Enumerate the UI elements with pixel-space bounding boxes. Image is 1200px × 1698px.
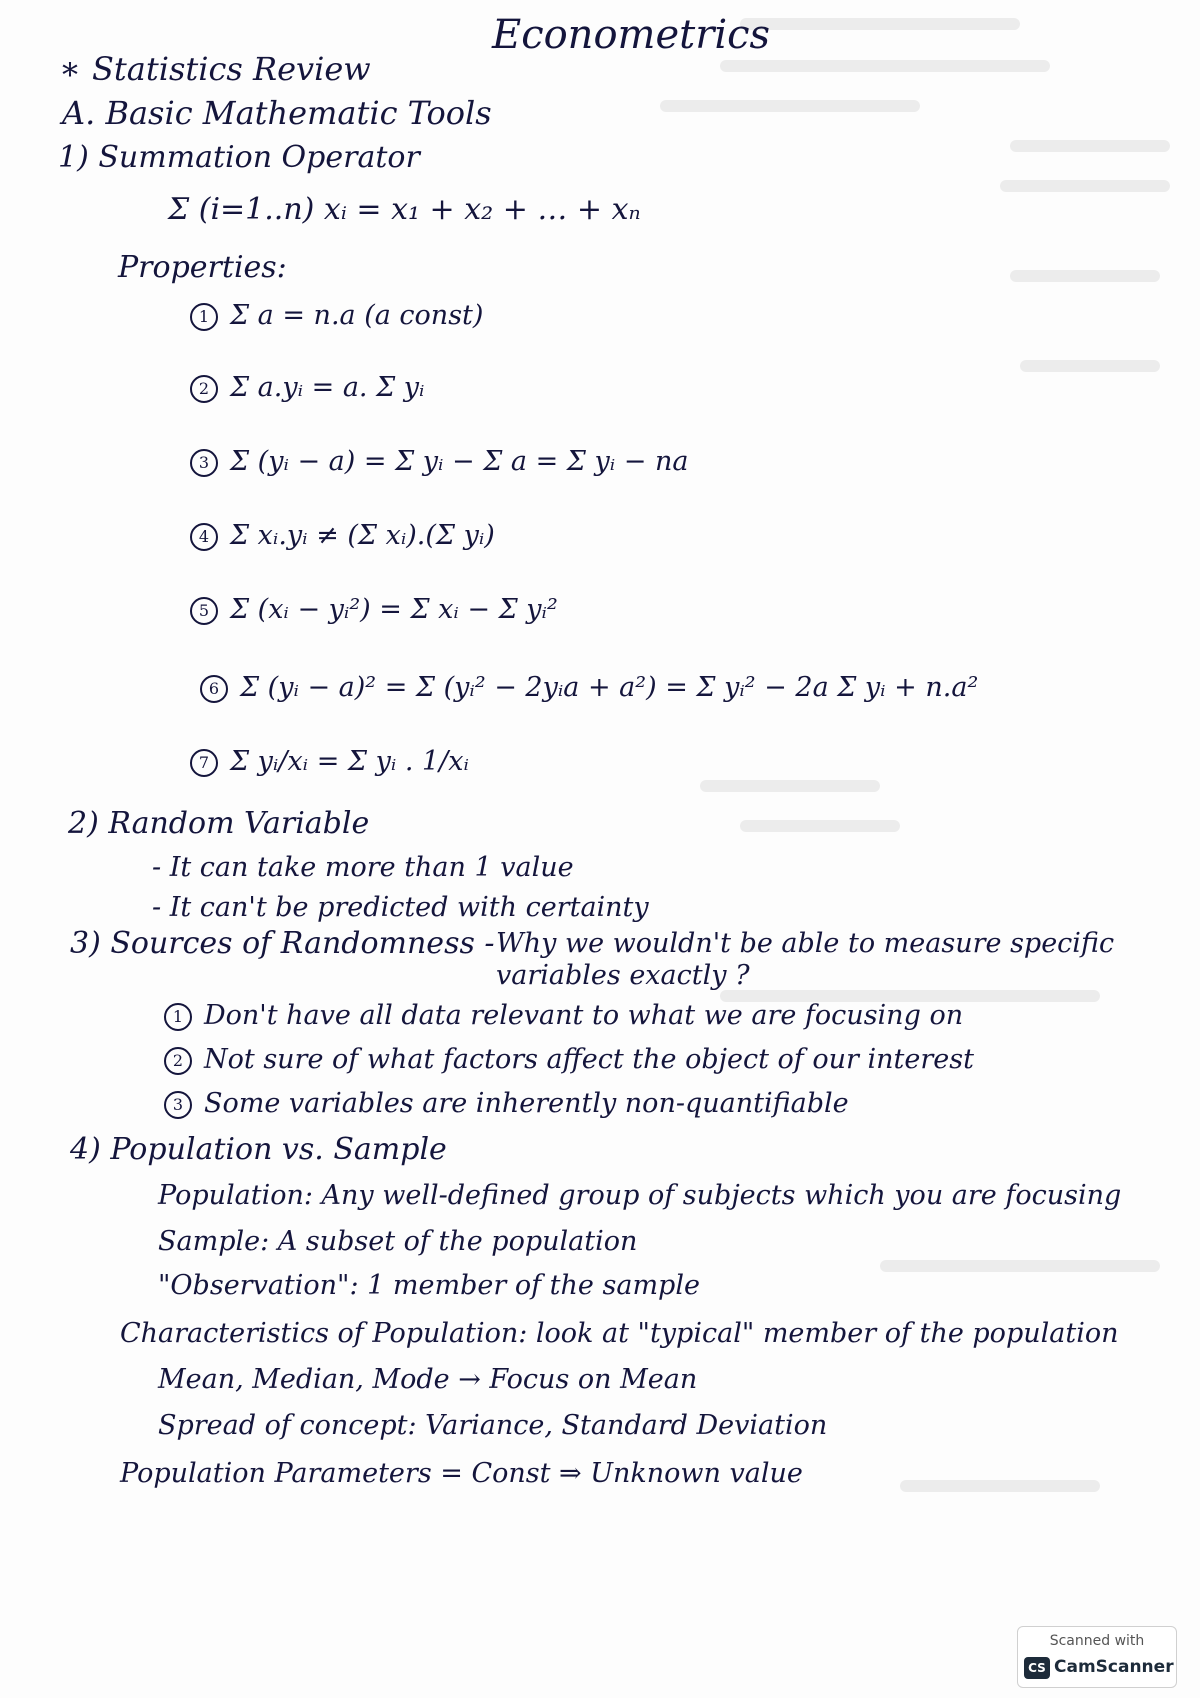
randomness-heading: 3) Sources of Randomness - [70, 926, 495, 961]
randomness-question-cont: variables exactly ? [496, 960, 750, 991]
random-variable-point: - It can't be predicted with certainty [152, 892, 649, 923]
bullet-marker: * [62, 56, 78, 94]
watermark-caption: Scanned with [1049, 1633, 1145, 1649]
population-line: Spread of concept: Variance, Standard Deviation [158, 1410, 828, 1441]
page-title: Econometrics [492, 12, 771, 58]
population-line: Sample: A subset of the population [158, 1226, 638, 1257]
property-text: Σ yᵢ/xᵢ = Σ yᵢ . 1/xᵢ [230, 746, 469, 777]
item-text: Not sure of what factors affect the object of our interest [204, 1044, 974, 1075]
property-text: Σ (xᵢ − yᵢ²) = Σ xᵢ − Σ yᵢ² [230, 594, 558, 625]
population-line: Mean, Median, Mode → Focus on Mean [158, 1364, 698, 1395]
section-heading: Statistics Review [92, 50, 371, 88]
property-6 [200, 672, 978, 703]
item-text: Don't have all data relevant to what we are focusing on [204, 1000, 964, 1031]
camscanner-logo-icon: CS [1024, 1657, 1050, 1679]
item-number: 2 [164, 1047, 192, 1075]
randomness-item-3 [164, 1088, 849, 1119]
property-text: Σ a.yᵢ = a. Σ yᵢ [230, 372, 425, 403]
randomness-question: Why we wouldn't be able to measure specific [496, 928, 1115, 959]
property-7 [190, 746, 469, 777]
property-number: 7 [190, 749, 218, 777]
property-number: 5 [190, 597, 218, 625]
property-number: 1 [190, 303, 218, 331]
property-number: 2 [190, 375, 218, 403]
property-number: 4 [190, 523, 218, 551]
random-variable-point: - It can take more than 1 value [152, 852, 574, 883]
item-number: 3 [164, 1091, 192, 1119]
item-text: Some variables are inherently non-quantifiable [204, 1088, 849, 1119]
randomness-item-2 [164, 1044, 974, 1075]
randomness-item-1 [164, 1000, 963, 1031]
property-text: Σ a = n.a (a const) [230, 300, 484, 331]
population-line: Characteristics of Population: look at "typical" member of the population [120, 1318, 1119, 1349]
summation-definition: Σ (i=1..n) xᵢ = x₁ + x₂ + … + xₙ [168, 192, 641, 227]
properties-label: Properties: [118, 250, 287, 285]
property-text: Σ (yᵢ − a) = Σ yᵢ − Σ a = Σ yᵢ − na [230, 446, 689, 477]
population-line: Population Parameters = Const ⇒ Unknown value [120, 1458, 803, 1489]
random-variable-heading: 2) Random Variable [68, 806, 370, 841]
property-text: Σ (yᵢ − a)² = Σ (yᵢ² − 2yᵢa + a²) = Σ yᵢ² − 2a Σ yᵢ + n.a² [240, 672, 979, 703]
property-number: 3 [190, 449, 218, 477]
item-number: 1 [164, 1003, 192, 1031]
summation-heading: 1) Summation Operator [58, 140, 420, 175]
property-text: Σ xᵢ.yᵢ ≠ (Σ xᵢ).(Σ yᵢ) [230, 520, 495, 551]
subsection-heading: A. Basic Mathematic Tools [62, 94, 492, 132]
property-3 [190, 446, 688, 477]
population-heading: 4) Population vs. Sample [70, 1132, 447, 1167]
property-1 [190, 300, 483, 331]
property-4 [190, 520, 495, 551]
watermark-name: CamScanner [1054, 1657, 1174, 1677]
population-line: "Observation": 1 member of the sample [158, 1270, 700, 1301]
property-5 [190, 594, 558, 625]
property-2 [190, 372, 424, 403]
camscanner-watermark [1017, 1626, 1177, 1688]
population-line: Population: Any well-defined group of subjects which you are focusing [158, 1180, 1122, 1211]
property-number: 6 [200, 675, 228, 703]
